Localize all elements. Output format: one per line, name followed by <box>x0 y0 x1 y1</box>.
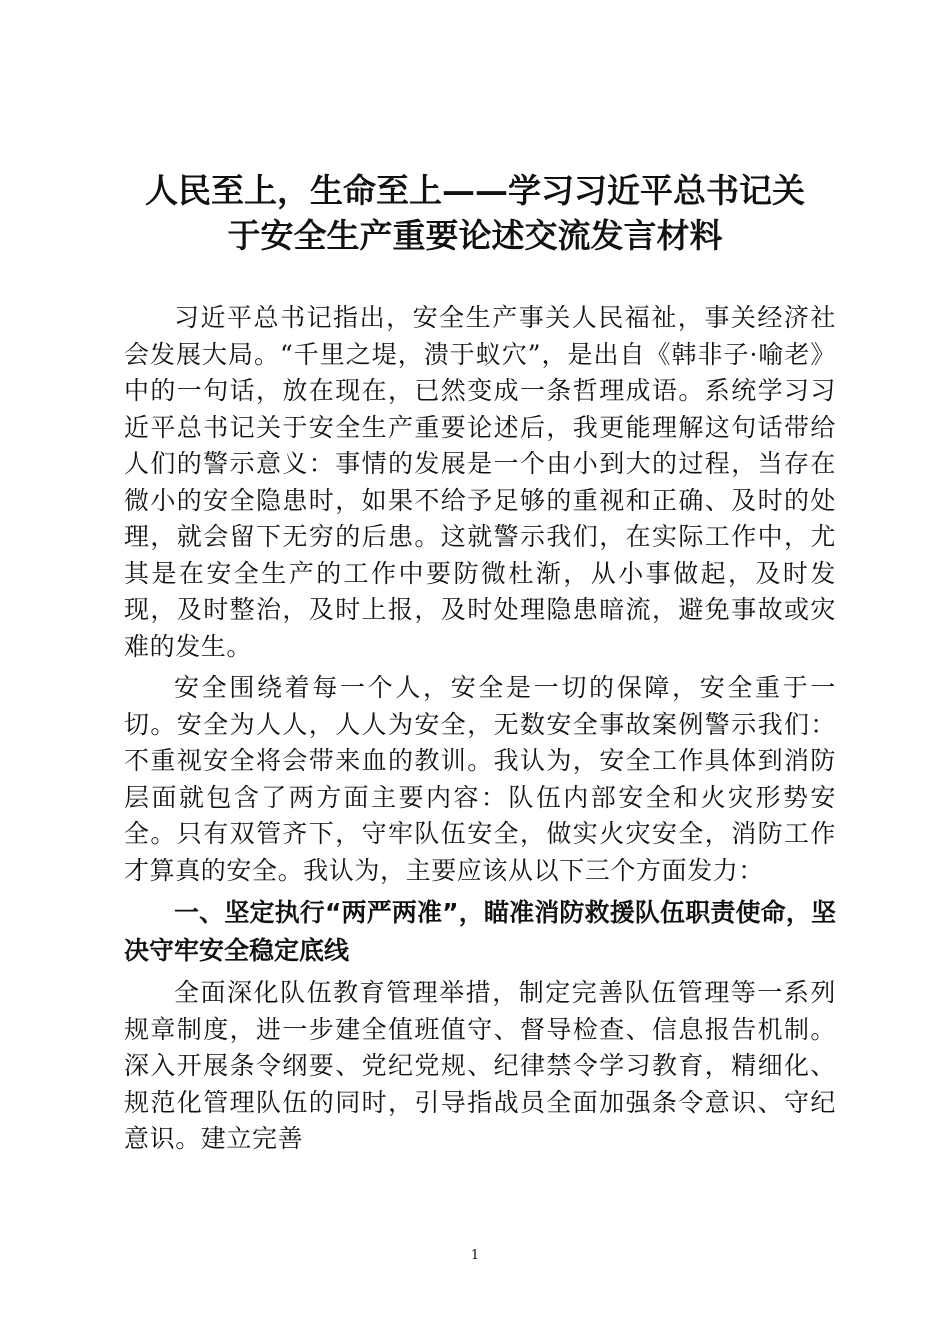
document-title <box>95 168 855 258</box>
document-body <box>124 300 836 1163</box>
page-number: 1 <box>470 1248 480 1263</box>
title-line-1: 人民至上，生命至上——学习习近平总书记关 <box>145 171 805 210</box>
title-line-2: 于安全生产重要论述交流发言材料 <box>227 216 723 255</box>
paragraph-2: 安全围绕着每一个人，安全是一切的保障，安全重于一切。安全为人人，人人为安全，无数安全事故案例警示我们：不重视安全将会带来血的教训。我认为，安全工作具体到消防层面就包含了两方面主要内容：队伍内部安全和火灾形势安全。只有双管齐下，守牢队伍安全，做实火灾安全，消防工作才算真的安全。我认为，主要应该从以下三个方面发力： <box>124 673 836 885</box>
paragraph-1: 习近平总书记指出，安全生产事关人民福祉，事关经济社会发展大局。“千里之堤，溃于蚁穴”，是出自《韩非子·喻老》中的一句话，放在现在，已然变成一条哲理成语。系统学习习近平总书记关于安全生产重要论述后，我更能理解这句话带给人们的警示意义：事情的发展是一个由小到大的过程，当存在微小的安全隐患时，如果不给予足够的重视和正确、及时的处理，就会留下无穷的后患。这就警示我们，在实际工作中，尤其是在安全生产的工作中要防微杜渐，从小事做起，及时发现，及时整治，及时上报，及时处理隐患暗流，避免事故或灾难的发生。 <box>124 303 836 661</box>
paragraph-3: 全面深化队伍教育管理举措，制定完善队伍管理等一系列规章制度，进一步建全值班值守、督导检查、信息报告机制。深入开展条令纲要、党纪党规、纪律禁令学习教育，精细化、规范化管理队伍的同时，引导指战员全面加强条令意识、守纪意识。建立完善 <box>124 978 836 1153</box>
section-heading-1: 一、坚定执行“两严两准”，瞄准消防救援队伍职责使命，坚决守牢安全稳定底线 <box>124 898 836 965</box>
